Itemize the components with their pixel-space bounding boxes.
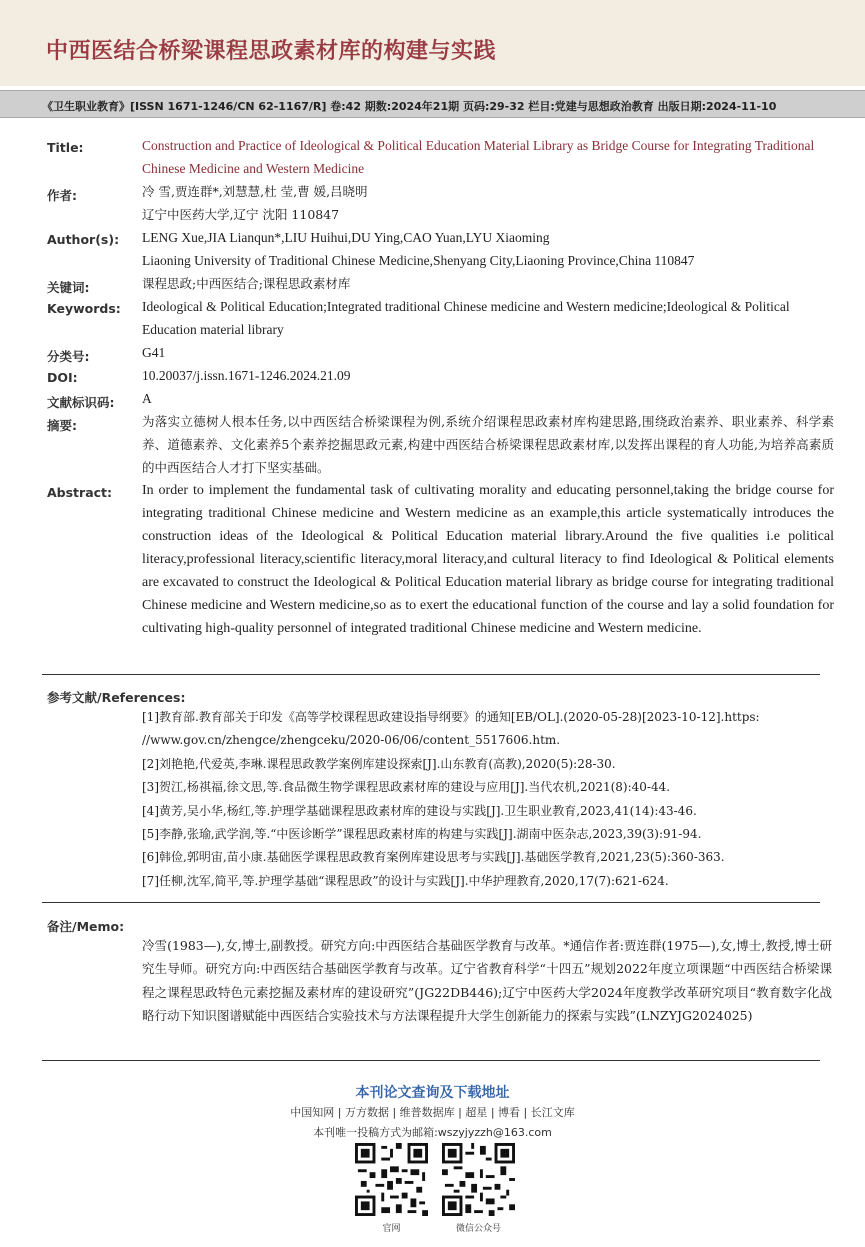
reference-item: [5]李静,张瑜,武学润,等.“中医诊断学”课程思政素材库的构建与实践[J].湖南中医杂志,2023,39(3):91-94. <box>142 827 702 842</box>
reference-item: [3]贺江,杨祺福,徐文思,等.食品微生物学课程思政素材库的建设与应用[J].当代农机,2021(8):40-44. <box>142 780 671 795</box>
divider <box>42 1060 820 1061</box>
reference-item: [6]韩俭,郭明宙,苗小康.基础医学课程思政教育案例库建设思考与实践[J].基础医学教育,2021,23(5):360-363. <box>142 850 725 865</box>
divider <box>42 902 820 903</box>
reference-item: //www.gov.cn/zhengce/zhengceku/2020-06/06/content_5517606.htm. <box>142 733 561 748</box>
doi-label: DOI: <box>47 370 78 385</box>
authors-en-label: Author(s): <box>47 232 120 247</box>
keywords-en-label: Keywords: <box>47 301 121 316</box>
qr-label-wechat: 微信公众号 <box>455 1224 501 1234</box>
qr-label-website: 官网 <box>382 1224 401 1234</box>
title-banner <box>0 0 865 86</box>
authors-label: 作者: <box>47 188 77 203</box>
meta-bar <box>0 90 865 118</box>
reference-item: [1]教育部.教育部关于印发《高等学校课程思政建设指导纲要》的通知[EB/OL].(2020-05-28)[2023-10-12].https: <box>142 710 760 724</box>
reference-item: [2]刘艳艳,代爱英,李琳.课程思政教学案例库建设探索[J].山东教育(高教),2020(5):28-30. <box>142 756 616 771</box>
affiliation-english: Liaoning University of Traditional Chinese Medicine,Shenyang City,Liaoning Province,China 110847 <box>142 253 695 268</box>
authors-english: LENG Xue,JIA Lianqun*,LIU Huihui,DU Ying,CAO Yuan,LYU Xiaoming <box>142 230 550 245</box>
keywords-chinese: 课程思政;中西医结合;课程思政素材库 <box>142 276 351 291</box>
title-english: Construction and Practice of Ideological & Political Education Material Library as Bridge Course for Integrating Traditional Chinese Medicine and Western Medicine <box>142 138 815 176</box>
divider <box>42 674 820 675</box>
footer-title: 本刊论文查询及下载地址 <box>355 1085 510 1101</box>
abstract-en-label: Abstract: <box>47 485 113 500</box>
qr-code-website[interactable] <box>355 1143 428 1216</box>
class-number: G41 <box>142 345 166 360</box>
article-title: 中西医结合桥梁课程思政素材库的构建与实践 <box>46 39 497 64</box>
class-label: 分类号: <box>47 349 90 364</box>
doccode-label: 文献标识码: <box>47 395 115 410</box>
references-label: 参考文献/References: <box>47 690 186 705</box>
abstract-english: In order to implement the fundamental task of cultivating morality and educating personnel,taking the bridge course for integrating traditional Chinese medicine and Western medicine as an example,this article systematically introduces the construction ideas of the Ideological & Political Education material library.Around the five qualities i.e political literacy,professional literacy,scientific literacy,moral literacy,and cultural literacy to find Ideological & Political elements are excavated to construct the Ideological & Political Education material library as bridge course for integrating traditional Chinese medicine and Western medicine,so as to exert the educational function of the course and lay a solid foundation for cultivating high-quality personnel of integrated traditional Chinese medicine and Western medicine. <box>142 483 834 636</box>
memo-text: 冷雪(1983—),女,博士,副教授。研究方向:中西医结合基础医学教育与改革。*通信作者:贾连群(1975—),女,博士,教授,博士研究生导师。研究方向:中西医结合基础医学教育与改革。辽宁省教育科学“十四五”规划2022年度立项课题“中西医结合桥梁课程之课程思政特色元素挖掘及素材库的建设研究”(JG22DB446);辽宁中医药大学2024年度教学改革研究项目“教育数字化战略行动下知识图谱赋能中西医结合实验技术与方法课程提升大学生创新能力的探索与实践”(LNZYJG2024025) <box>142 938 832 1023</box>
affiliation-chinese: 辽宁中医药大学,辽宁 沈阳 110847 <box>142 207 340 222</box>
doccode-value: A <box>142 391 152 406</box>
reference-item: [7]任柳,沈军,简平,等.护理学基础“课程思政”的设计与实践[J].中华护理教育,2020,17(7):621-624. <box>142 873 669 888</box>
keywords-english: Ideological & Political Education;Integrated traditional Chinese medicine and Western medicine;Ideological & Political Education material library <box>142 299 790 337</box>
keywords-cn-label: 关键词: <box>47 280 90 295</box>
title-label: Title: <box>47 140 84 155</box>
reference-item: [4]黄芳,吴小华,杨红,等.护理学基础课程思政素材库的建设与实践[J].卫生职业教育,2023,41(14):43-46. <box>142 803 697 818</box>
qr-code-wechat[interactable] <box>442 1143 515 1216</box>
memo-label: 备注/Memo: <box>47 919 125 934</box>
submission-email[interactable]: 本刊唯一投稿方式为邮箱:wszyjyzzh@163.com <box>313 1126 552 1139</box>
abstract-cn-label: 摘要: <box>47 418 77 433</box>
journal-meta: 《卫生职业教育》[ISSN 1671-1246/CN 62-1167/R] 卷:42 期数:2024年21期 页码:29-32 栏目:党建与思想政治教育 出版日期:2024-11-10 <box>42 100 777 113</box>
authors-chinese: 冷 雪,贾连群*,刘慧慧,杜 莹,曹 媛,吕晓明 <box>142 184 368 199</box>
doi-value: 10.20037/j.issn.1671-1246.2024.21.09 <box>142 368 351 383</box>
database-list: 中国知网 | 万方数据 | 维普数据库 | 超星 | 博看 | 长江文库 <box>290 1106 575 1119</box>
references-list <box>142 706 837 893</box>
abstract-chinese: 为落实立德树人根本任务,以中西医结合桥梁课程为例,系统介绍课程思政素材库构建思路,围绕政治素养、职业素养、科学素养、道德素养、文化素养5个素养挖掘思政元素,构建中西医结合桥梁课程思政素材库,以发挥出课程的育人功能,为培养高素质的中西医结合人才打下坚实基础。 <box>142 414 834 475</box>
